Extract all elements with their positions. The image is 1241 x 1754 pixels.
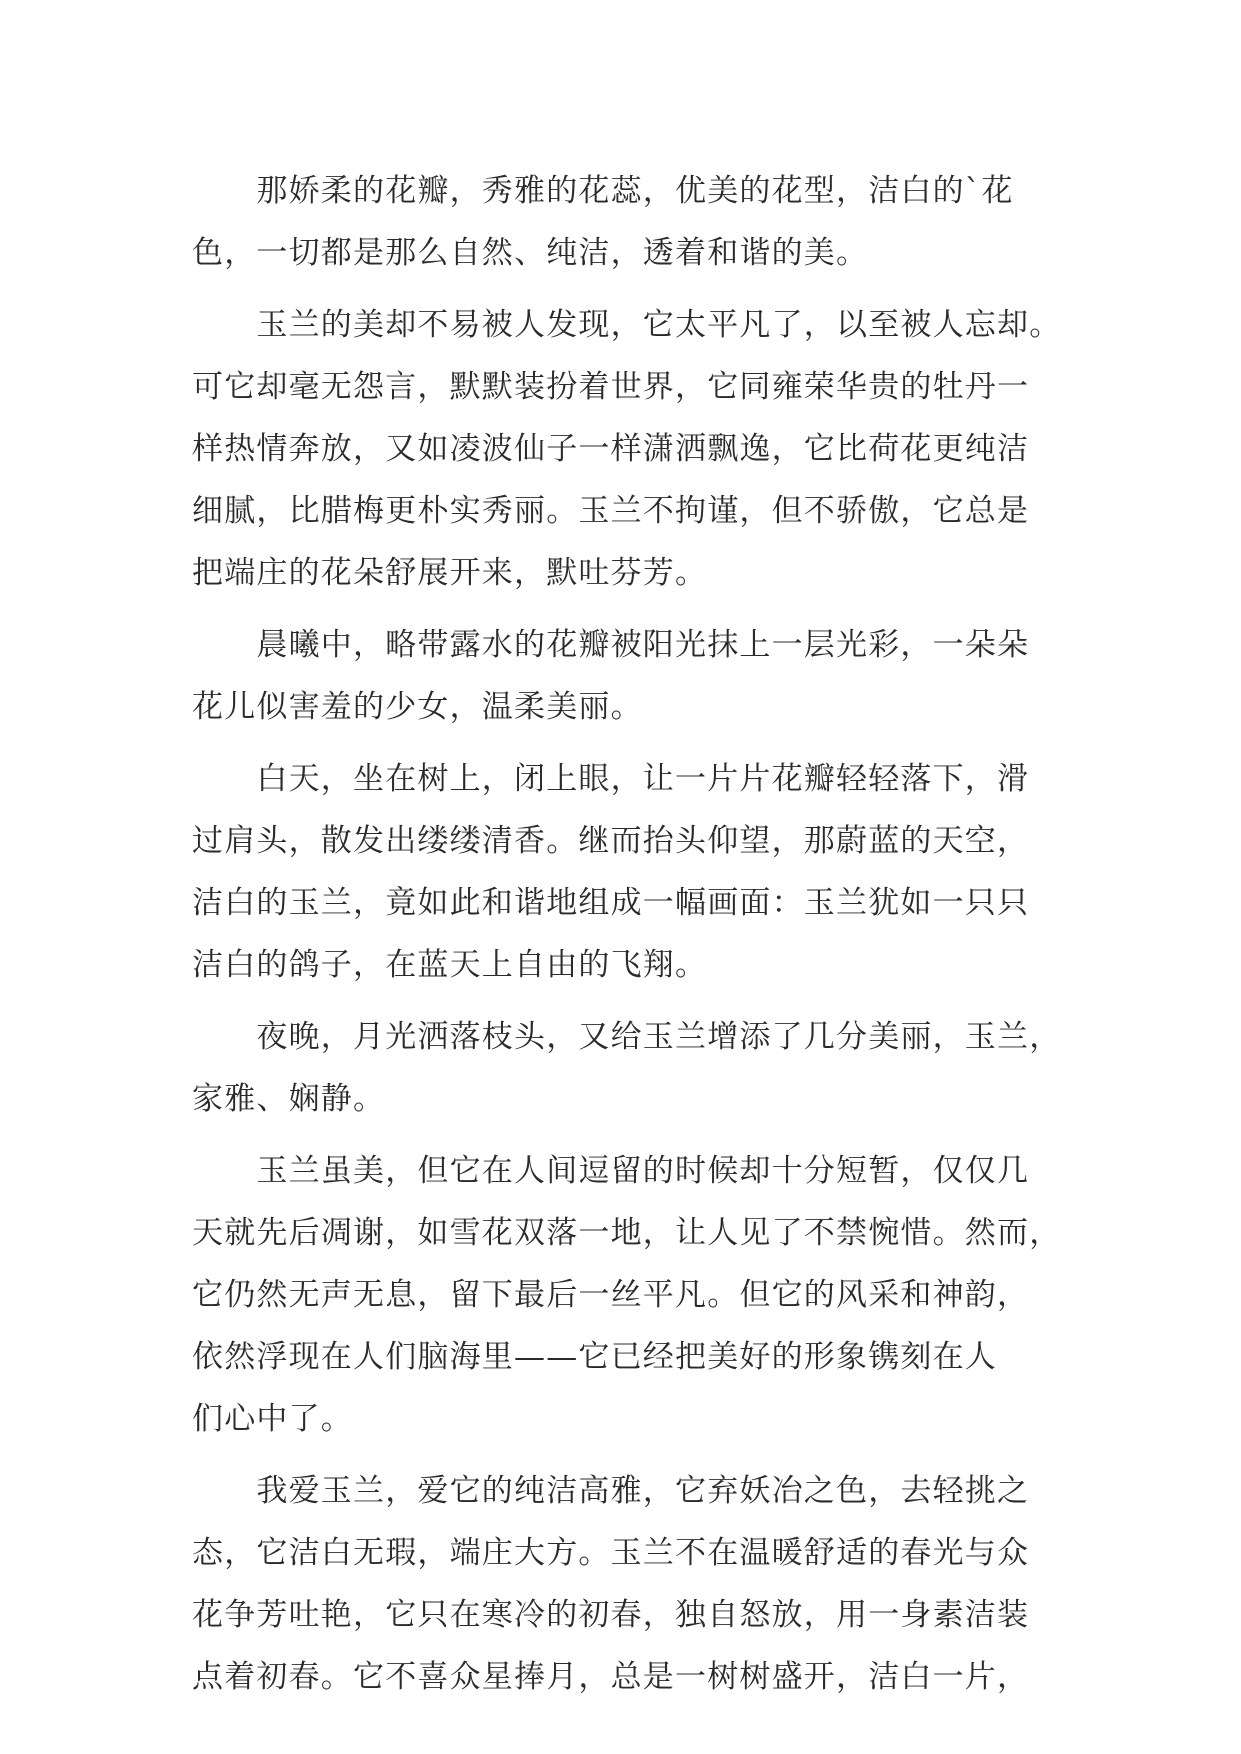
text-line: 洁白的玉兰，竟如此和谐地组成一幅画面：玉兰犹如一只只	[192, 885, 1030, 921]
text-line: 态，它洁白无瑕，端庄大方。玉兰不在温暖舒适的春光与众	[192, 1535, 1030, 1571]
text-line: 花争芳吐艳，它只在寒冷的初春，独自怒放，用一身素洁装	[192, 1597, 1030, 1633]
text-line: 我爱玉兰，爱它的纯洁高雅，它弃妖冶之色，去轻挑之	[192, 1473, 1030, 1509]
paragraph	[192, 1460, 1060, 1708]
paragraph	[192, 1006, 1060, 1130]
text-line: 玉兰的美却不易被人发现，它太平凡了，以至被人忘却。	[192, 307, 1062, 343]
text-line: 点着初春。它不喜众星捧月，总是一树树盛开，洁白一片，	[192, 1659, 1030, 1695]
text-line: 花儿似害羞的少女，温柔美丽。	[192, 689, 643, 725]
text-line: 家雅、娴静。	[192, 1081, 386, 1117]
text-line: 夜晚，月光洒落枝头，又给玉兰增添了几分美丽，玉兰，	[192, 1019, 1062, 1055]
text-line: 天就先后凋谢，如雪花双落一地，让人见了不禁惋惜。然而，	[192, 1215, 1062, 1251]
paragraph	[192, 614, 1060, 738]
text-line: 样热情奔放，又如凌波仙子一样潇洒飘逸，它比荷花更纯洁	[192, 431, 1030, 467]
text-line: 细腻，比腊梅更朴实秀丽。玉兰不拘谨，但不骄傲，它总是	[192, 493, 1030, 529]
essay-body	[192, 160, 1060, 1718]
paragraph	[192, 160, 1060, 284]
text-line: 可它却毫无怨言，默默装扮着世界，它同雍荣华贵的牡丹一	[192, 369, 1030, 405]
text-line: 晨曦中，略带露水的花瓣被阳光抹上一层光彩，一朵朵	[192, 627, 1030, 663]
text-line: 把端庄的花朵舒展开来，默吐芬芳。	[192, 555, 708, 591]
text-line: 色，一切都是那么自然、纯洁，透着和谐的美。	[192, 235, 869, 271]
paragraph	[192, 748, 1060, 996]
text-line: 那娇柔的花瓣，秀雅的花蕊，优美的花型，洁白的`花	[192, 173, 1014, 209]
paragraph	[192, 1140, 1060, 1450]
text-line: 它仍然无声无息，留下最后一丝平凡。但它的风采和神韵，	[192, 1277, 1030, 1313]
text-line: 玉兰虽美，但它在人间逗留的时候却十分短暂，仅仅几	[192, 1153, 1030, 1189]
text-line: 过肩头，散发出缕缕清香。继而抬头仰望，那蔚蓝的天空，	[192, 823, 1030, 859]
paragraph	[192, 294, 1060, 604]
text-line: 洁白的鸽子，在蓝天上自由的飞翔。	[192, 947, 708, 983]
text-line: 们心中了。	[192, 1401, 353, 1437]
text-line: 白天，坐在树上，闭上眼，让一片片花瓣轻轻落下，滑	[192, 761, 1030, 797]
text-line: 依然浮现在人们脑海里——它已经把美好的形象镌刻在人	[192, 1339, 997, 1375]
